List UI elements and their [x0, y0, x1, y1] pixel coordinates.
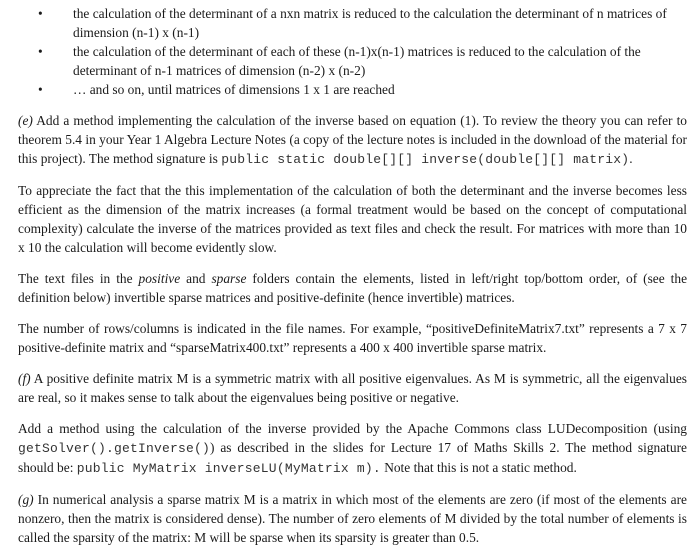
paragraph-e: (e) Add a method implementing the calculation of the inverse based on equation (1). To review the theory you can refer to theorem 5.4 in your Year 1 Algebra Lecture Notes (a copy of the lecture notes is included in the download of the material for this project). The method signature is public static double[][] inverse(double[][] matrix).	[18, 113, 687, 167]
item-label: (e)	[18, 113, 33, 128]
paragraph-files: The text files in the positive and sparse folders contain the elements, listed in left/right top/bottom order, of (see the definition below) invertible sparse matrices and positive-definite (hence invertible) matrices.	[18, 271, 688, 305]
method-signature: public static double[][] inverse(double[][] matrix)	[221, 152, 630, 167]
method-signature-lu: public MyMatrix inverseLU(MyMatrix m).	[76, 461, 381, 476]
bullet-icon: •	[38, 44, 43, 59]
paragraph-lu: Add a method using the calculation of the inverse provided by the Apache Commons class LUDecomposition (using getSolver().getInverse()) as described in the slides for Lecture 17 of Maths Skills 2. The method signature should be: public MyMatrix inverseLU(MyMatrix m). Note that this is not a static method.	[18, 421, 687, 476]
paragraph-appreciate: To appreciate the fact that the this implementation of the calculation of both the determinant and the inverse becomes less efficient as the dimension of the matrix increases (a formal treatment would be based on the concept of computational complexity) calculate the inverse of the matrices provided as text files and check the result. For matrices with more than 10 x 10 the calculation will become evidently slow.	[18, 183, 687, 255]
bullet-icon: •	[38, 6, 43, 21]
item-label: (g)	[18, 492, 34, 507]
paragraph-rows: The number of rows/columns is indicated in the file names. For example, “positiveDefiniteMatrix7.txt” represents a 7 x 7 positive-definite matrix and “sparseMatrix400.txt” represents a 400 x 400 invertible sparse matrix.	[18, 321, 687, 355]
bullet-list	[18, 4, 687, 99]
code-getsolver: getSolver().getInverse()	[18, 441, 211, 456]
paragraph-g: (g) In numerical analysis a sparse matrix M is a matrix in which most of the elements are zero (if most of the elements are nonzero, then the matrix is considered dense). The number of zero elements of M divided by the total number of elements is called the sparsity of the matrix: M will be sparse when its sparsity is greater than 0.5.	[18, 492, 687, 545]
paragraph-f: (f) A positive definite matrix M is a symmetric matrix with all positive eigenvalues. As M is symmetric, all the eigenvalues are real, so it makes sense to talk about the eigenvalues being positive or negative.	[18, 371, 688, 405]
list-item: • … and so on, until matrices of dimensions 1 x 1 are reached	[38, 82, 395, 97]
list-item: • the calculation of the determinant of each of these (n-1)x(n-1) matrices is reduced to the calculation of the determinant of n-1 matrices of dimension (n-2) x (n-2)	[38, 44, 641, 78]
list-item: • the calculation of the determinant of a nxn matrix is reduced to the calculation the determinant of n matrices of dimension (n-1) x (n-1)	[38, 6, 667, 40]
item-label: (f)	[18, 371, 31, 386]
bullet-icon: •	[38, 82, 43, 97]
